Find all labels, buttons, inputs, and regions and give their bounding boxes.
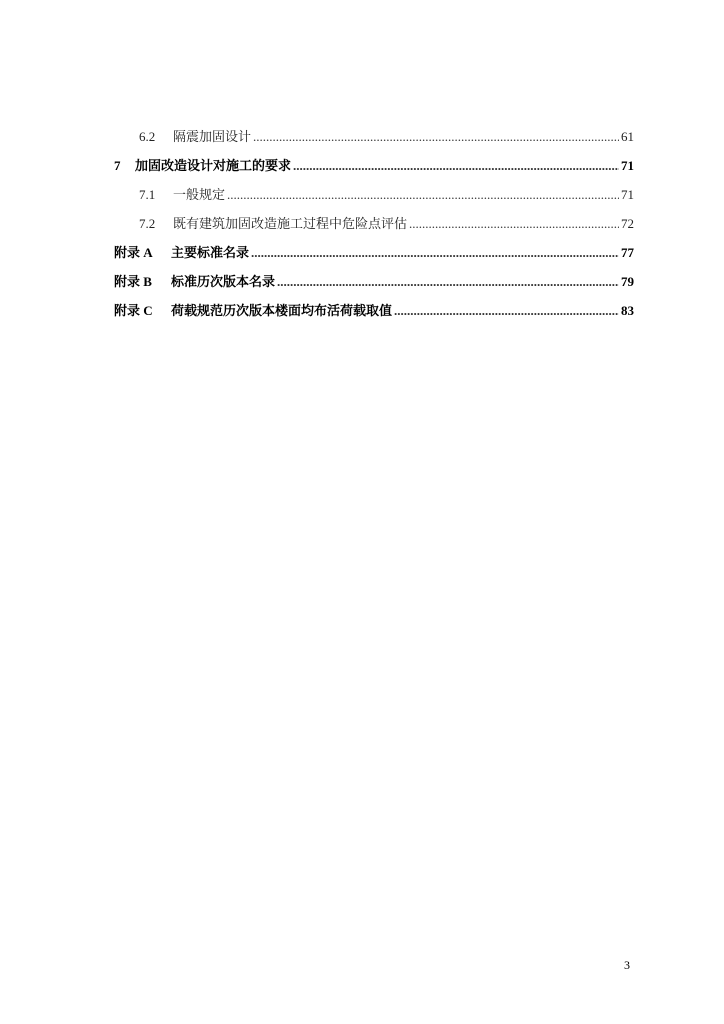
page-number: 3 (624, 958, 630, 972)
toc-entry-number: 附录 B (114, 274, 152, 289)
toc-entry-6-2[interactable] (114, 126, 634, 155)
toc-entry-page: 79 (621, 274, 634, 289)
toc-entry-page: 83 (621, 303, 634, 318)
toc-entry-number: 7.2 (139, 216, 156, 231)
toc-entry-appendix-a[interactable] (114, 242, 634, 271)
dot-leader (277, 274, 619, 290)
toc-entry-page: 61 (621, 129, 634, 144)
toc-entry-title: 主要标准名录 (171, 245, 250, 260)
dot-leader (227, 187, 619, 203)
toc-entry-number: 7.1 (139, 187, 156, 202)
toc-entry-7[interactable] (114, 155, 634, 184)
toc-entry-7-2[interactable] (114, 213, 634, 242)
dot-leader (253, 129, 619, 145)
table-of-contents (114, 126, 634, 329)
dot-leader (251, 245, 619, 261)
toc-entry-title: 加固改造设计对施工的要求 (135, 158, 292, 173)
toc-entry-title: 既有建筑加固改造施工过程中危险点评估 (173, 216, 408, 231)
toc-entry-title: 一般规定 (173, 187, 226, 202)
dot-leader (409, 216, 619, 232)
toc-entry-appendix-c[interactable] (114, 300, 634, 329)
toc-entry-title: 荷载规范历次版本楼面均布活荷载取值 (171, 303, 393, 318)
toc-entry-number: 附录 A (114, 245, 153, 260)
toc-entry-number: 6.2 (139, 129, 156, 144)
toc-entry-number: 附录 C (114, 303, 153, 318)
toc-entry-page: 71 (621, 187, 634, 202)
dot-leader (293, 158, 619, 174)
toc-entry-7-1[interactable] (114, 184, 634, 213)
toc-entry-page: 71 (621, 158, 634, 173)
toc-entry-number: 7 (114, 158, 121, 173)
toc-entry-title: 标准历次版本名录 (171, 274, 276, 289)
dot-leader (394, 303, 619, 319)
toc-entry-page: 72 (621, 216, 634, 231)
toc-entry-page: 77 (621, 245, 634, 260)
toc-entry-appendix-b[interactable] (114, 271, 634, 300)
toc-entry-title: 隔震加固设计 (173, 129, 252, 144)
